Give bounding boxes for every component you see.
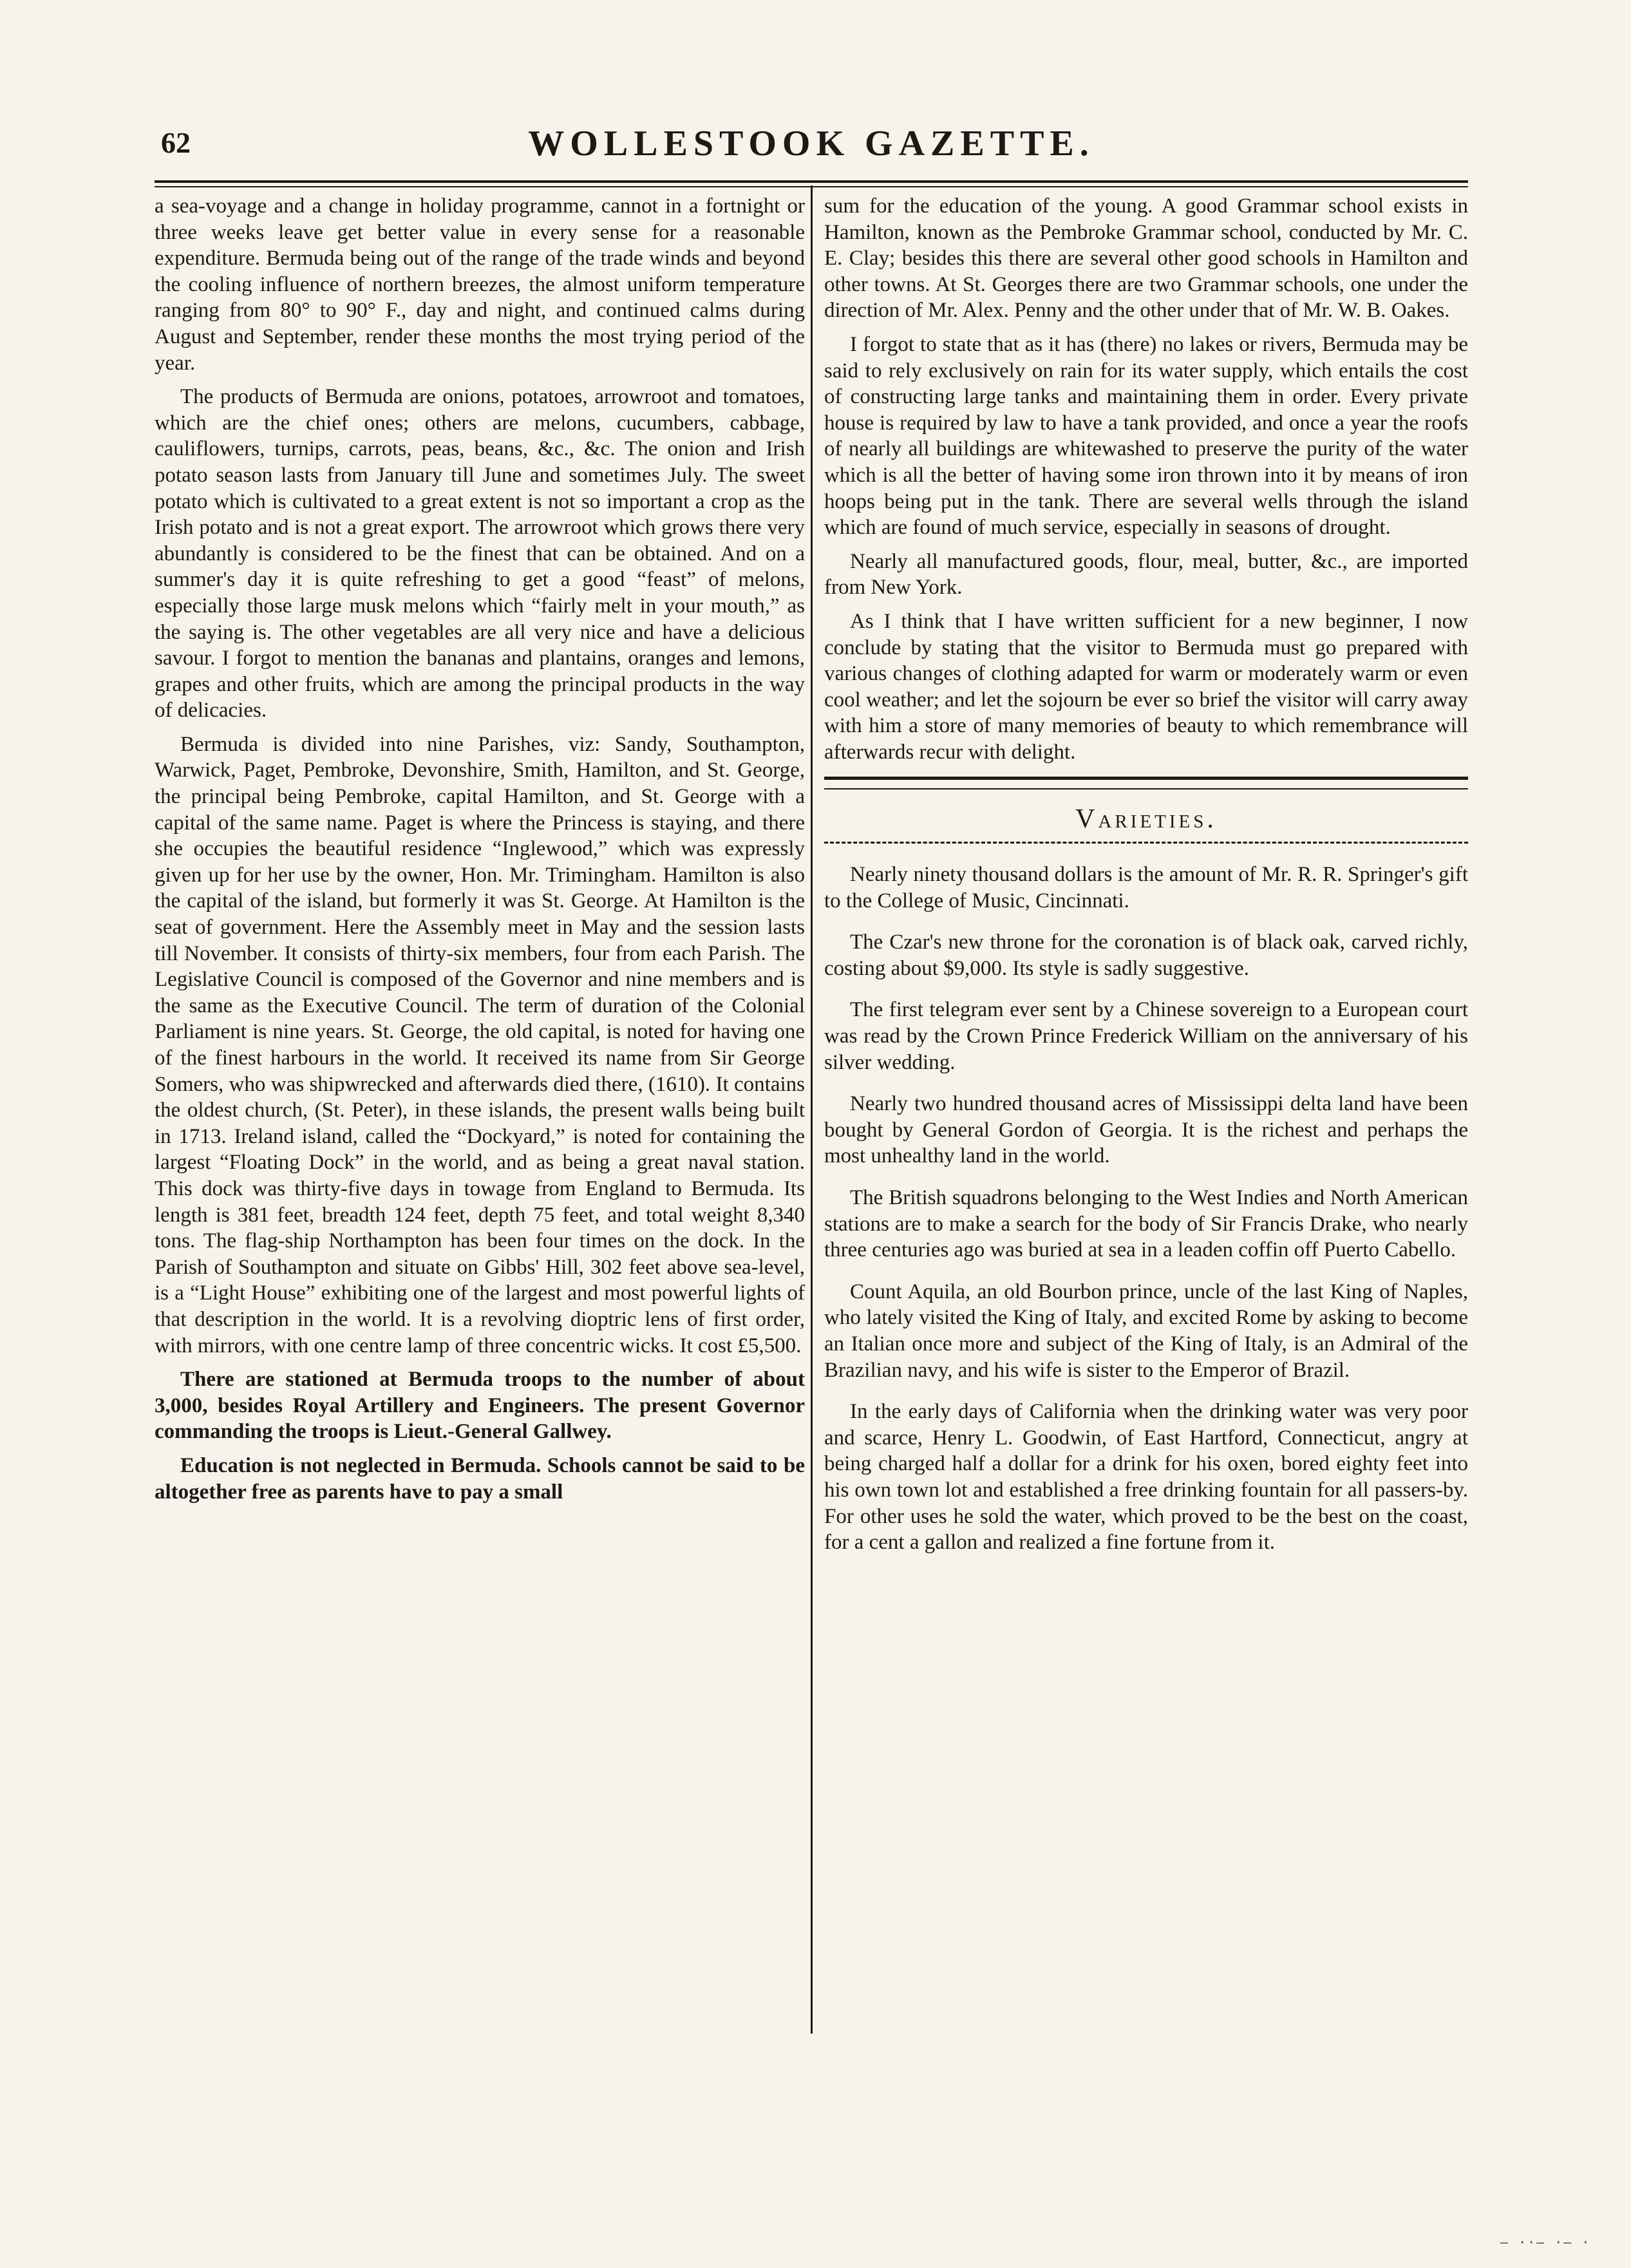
section-dashed-rule [824,842,1468,844]
variety-item-2: The Czar's new throne for the coronation is of black oak, carved richly, costing about $9,000. Its style is sadly suggestive. [824,931,1468,980]
variety-item-6: Count Aquila, an old Bourbon prince, uncle of the last King of Naples, who lately visited the King of Italy, and excited Rome by asking to become an Italian once more and subject of the King of Italy, is an Admiral of the Brazilian navy, and his wife is sister to the Emperor of Brazil. [824,1280,1468,1382]
variety-item-7: In the early days of California when the drinking water was very poor and scarce, Henry L. Goodwin, of East Hartford, Connecticut, angry at being charged half a dollar for a drink for his oxen, bored eighty feet into his own town lot and established a free drinking fountain for all passers-by. For other uses he sold the water, which proved to be the best on the coast, for a cent a gallon and realized a fine fortune from it. [824,1400,1468,1555]
right-paragraph-3: Nearly all manufactured goods, flour, meal, butter, &c., are imported from New York. [824,549,1468,600]
page-number: 62 [161,126,191,159]
masthead-title: WOLLESTOOK GAZETTE. [528,124,1095,164]
printer-corner-mark: — ··— ·— · [1500,2235,1591,2250]
right-paragraph-4: As I think that I have written sufficient for a new beginner, I now conclude by stating that the visitor to Bermuda must go prepared with various changes of clothing adapted for warm or moderately warm or even cool weather; and let the sojourn be ever so brief the visitor will carry away with him a store of many memories of beauty to which remembrance will afterwards recur with delight. [824,609,1468,764]
right-paragraph-1: sum for the education of the young. A good Grammar school exists in Hamilton, known as the Pembroke Grammar school, conducted by Mr. C. E. Clay; besides this there are several other good schools in Hamilton and other towns. At St. Georges there are two Grammar schools, one under the direction of Mr. Alex. Penny and the other under that of Mr. W. B. Oakes. [824,194,1468,323]
variety-item-5: The British squadrons belonging to the West Indies and North American stations are to make a search for the body of Sir Francis Drake, who nearly three centuries ago was buried at sea in a leaden coffin off Puerto Cabello. [824,1186,1468,1262]
right-paragraph-2: I forgot to state that as it has (there) no lakes or rivers, Bermuda may be said to rely exclusively on rain for its water supply, which entails the cost of constructing large tanks and maintaining them in order. Every private house is required by law to have a tank provided, and once a year the roofs of nearly all buildings are whitewashed to preserve the purity of the water which is all the better of having some iron thrown into it by means of iron hoops being put in the tank. There are several wells through the island which are found of much service, especially in seasons of drought. [824,332,1468,540]
left-column [155,193,805,1513]
variety-item-1: Nearly ninety thousand dollars is the amount of Mr. R. R. Springer's gift to the College of Music, Cincinnati. [824,863,1468,912]
page-header [155,126,1468,171]
variety-item-3: The first telegram ever sent by a Chinese sovereign to a European court was read by the Crown Prince Frederick William on the anniversary of his silver wedding. [824,998,1468,1074]
column-divider [811,185,813,2034]
left-paragraph-5: Education is not neglected in Bermuda. Schools cannot be said to be altogether free as parents have to pay a small [155,1453,805,1504]
left-paragraph-2: The products of Bermuda are onions, potatoes, arrowroot and tomatoes, which are the chief ones; others are melons, cucumbers, cabbage, cauliflowers, turnips, carrots, peas, beans, &c., &c. The onion and Irish potato season lasts from January till June and sometimes July. The sweet potato which is cultivated to a great extent is not so important a crop as the Irish potato and is not a great export. The arrowroot which grows there very abundantly is considered to be the finest that can be obtained. And on a summer's day it is quite refreshing to get a good “feast” of melons, especially those large musk melons which “fairly melt in your mouth,” as the saying is. The other vegetables are all very nice and have a delicious savour. I forgot to mention the bananas and plantains, oranges and lemons, grapes and other fruits, which are among the principal products in the way of delicacies. [155,385,805,723]
right-column [824,193,1468,1571]
left-paragraph-1: a sea-voyage and a change in holiday programme, cannot in a fortnight or three weeks leave get better value in every sense for a reasonable expenditure. Bermuda being out of the range of the trade winds and beyond the cooling influence of northern breezes, the almost uniform temperature ranging from 80° to 90° F., day and night, and continued calms during August and September, render these months the most trying period of the year. [155,194,805,375]
variety-item-4: Nearly two hundred thousand acres of Mississippi delta land have been bought by General Gordon of Georgia. It is the richest and perhaps the most unhealthy land in the world. [824,1092,1468,1168]
section-title-varieties: Varieties. [1075,804,1217,835]
section-separator [824,777,1468,789]
left-paragraph-3: Bermuda is divided into nine Parishes, viz: Sandy, Southampton, Warwick, Paget, Pembroke, Devonshire, Smith, Hamilton, and St. George, the principal being Pembroke, capital Hamilton, and St. George with a capital of the same name. Paget is where the Princess is staying, and there she occupies the beautiful residence “Inglewood,” which was expressly given up for her use by the owner, Hon. Mr. Trimingham. Hamilton is also the capital of the island, but formerly it was St. George. At Hamilton is the seat of government. Here the Assembly meet in May and the session lasts till November. It consists of thirty-six members, four from each Parish. The Legislative Council is composed of the Governor and nine members and is the same as the Executive Council. The term of duration of the Colonial Parliament is nine years. St. George, the old capital, is noted for having one of the finest harbours in the world. It received its name from Sir George Somers, who was shipwrecked and afterwards died there, (1610). It contains the oldest church, (St. Peter), in these islands, the present walls being built in 1713. Ireland island, called the “Dockyard,” is noted for containing the largest “Floating Dock” in the world, and as being a great naval station. This dock was thirty-five days in towage from England to Bermuda. Its length is 381 feet, breadth 124 feet, depth 75 feet, and total weight 8,340 tons. The flag-ship Northampton has been four times on the dock. In the Parish of Southampton and situate on Gibbs' Hill, 302 feet above sea-level, is a “Light House” exhibiting one of the largest and most powerful lights of that description in the world. It is a revolving dioptric lens of first order, with mirrors, with one centre lamp of three concentric wicks. It cost £5,500. [155,732,805,1357]
left-paragraph-4: There are stationed at Bermuda troops to the number of about 3,000, besides Royal Artillery and Engineers. The present Governor commanding the troops is Lieut.-General Gallwey. [155,1368,805,1444]
